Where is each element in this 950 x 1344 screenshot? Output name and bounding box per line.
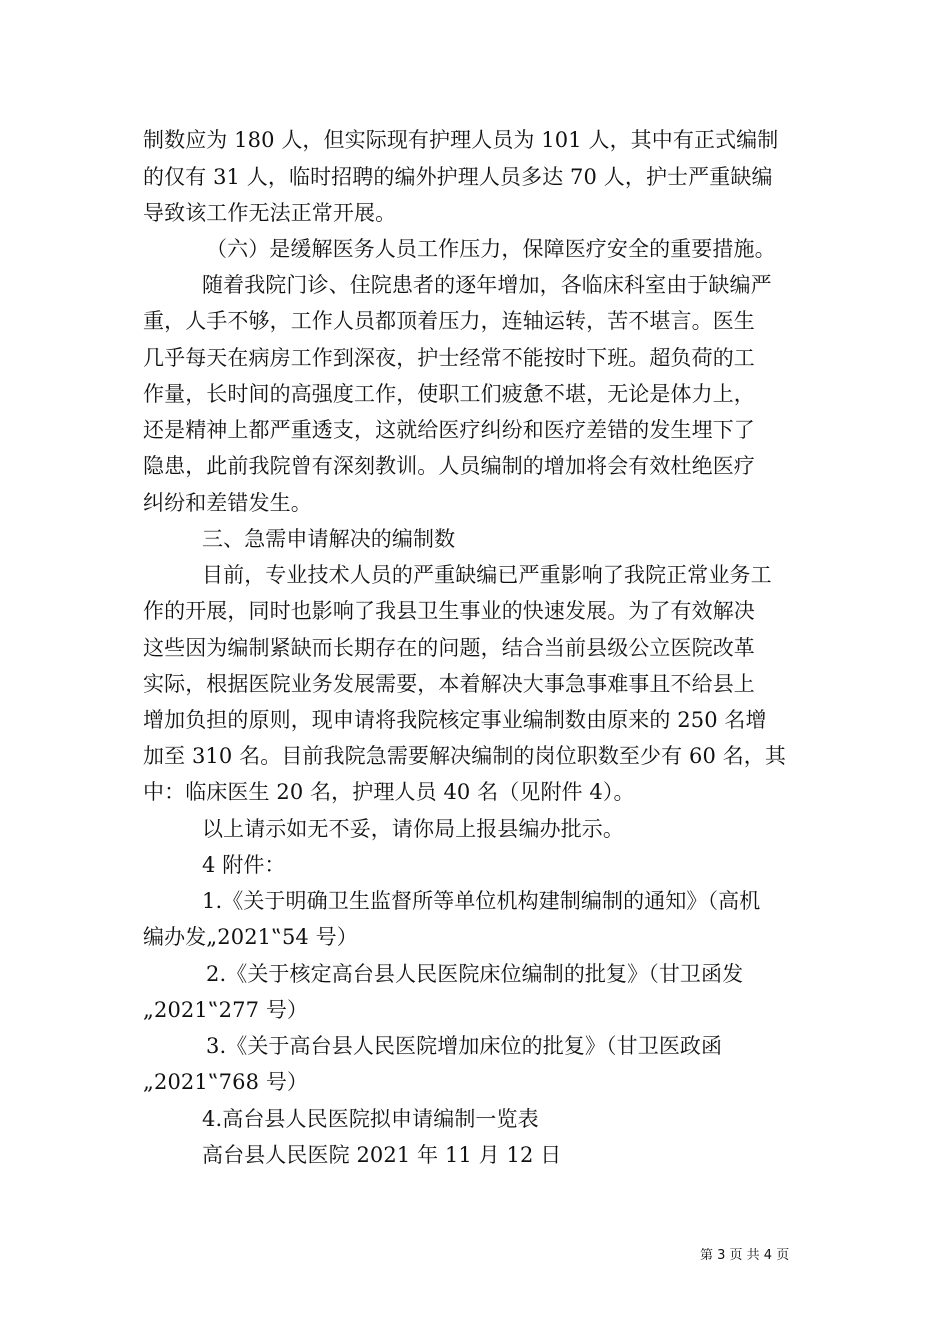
paragraph-line: 几乎每天在病房工作到深夜，护士经常不能按时下班。超负荷的工 bbox=[143, 346, 755, 370]
paragraph-line: 的仅有 31 人，临时招聘的编外护理人员多达 70 人，护士严重缺编 bbox=[143, 165, 773, 189]
attachment-item-cont: „2021‟277 号） bbox=[143, 998, 309, 1022]
section-heading: （六）是缓解医务人员工作压力，保障医疗安全的重要措施。 bbox=[206, 237, 776, 261]
attachment-item: 3.《关于高台县人民医院增加床位的批复》（甘卫医政函 bbox=[206, 1034, 723, 1058]
attachment-heading: 4 附件： bbox=[202, 853, 286, 877]
paragraph-line: 随着我院门诊、住院患者的逐年增加，各临床科室由于缺编严 bbox=[202, 273, 772, 297]
attachment-item: 2.《关于核定高台县人民医院床位编制的批复》（甘卫函发 bbox=[206, 962, 744, 986]
paragraph-line: 纠纷和差错发生。 bbox=[143, 491, 312, 515]
paragraph-line: 作量，长时间的高强度工作，使职工们疲惫不堪，无论是体力上， bbox=[143, 382, 755, 406]
paragraph-line: 加至 310 名。目前我院急需要解决编制的岗位职数至少有 60 名，其 bbox=[143, 744, 787, 768]
paragraph-line: 制数应为 180 人，但实际现有护理人员为 101 人，其中有正式编制 bbox=[143, 128, 779, 152]
paragraph-line: 中：临床医生 20 名，护理人员 40 名（见附件 4）。 bbox=[143, 780, 635, 804]
attachment-item: 1.《关于明确卫生监督所等单位机构建制编制的通知》（高机 bbox=[202, 889, 761, 913]
paragraph-line: 重，人手不够，工作人员都顶着压力，连轴运转，苦不堪言。医生 bbox=[143, 309, 755, 333]
paragraph-line: 导致该工作无法正常开展。 bbox=[143, 201, 397, 225]
paragraph-line: 目前，专业技术人员的严重缺编已严重影响了我院正常业务工 bbox=[202, 563, 772, 587]
section-heading: 三、急需申请解决的编制数 bbox=[202, 527, 456, 551]
attachment-item-cont: 编办发„2021‟54 号） bbox=[143, 925, 358, 949]
paragraph-line: 这些因为编制紧缺而长期存在的问题，结合当前县级公立医院改革 bbox=[143, 636, 755, 660]
paragraph-line: 实际，根据医院业务发展需要，本着解决大事急事难事且不给县上 bbox=[143, 672, 755, 696]
paragraph-line: 作的开展，同时也影响了我县卫生事业的快速发展。为了有效解决 bbox=[143, 599, 755, 623]
paragraph-line: 增加负担的原则，现申请将我院核定事业编制数由原来的 250 名增 bbox=[143, 708, 767, 732]
paragraph-line: 隐患，此前我院曾有深刻教训。人员编制的增加将会有效杜绝医疗 bbox=[143, 454, 755, 478]
paragraph-line: 还是精神上都严重透支，这就给医疗纠纷和医疗差错的发生埋下了 bbox=[143, 418, 755, 442]
attachment-item-cont: „2021‟768 号） bbox=[143, 1070, 309, 1094]
page-number: 第 3 页 共 4 页 bbox=[700, 1248, 790, 1263]
attachment-item: 4.高台县人民医院拟申请编制一览表 bbox=[202, 1107, 539, 1131]
signature-date: 高台县人民医院 2021 年 11 月 12 日 bbox=[202, 1143, 562, 1167]
paragraph-line: 以上请示如无不妥，请你局上报县编办批示。 bbox=[202, 817, 624, 841]
